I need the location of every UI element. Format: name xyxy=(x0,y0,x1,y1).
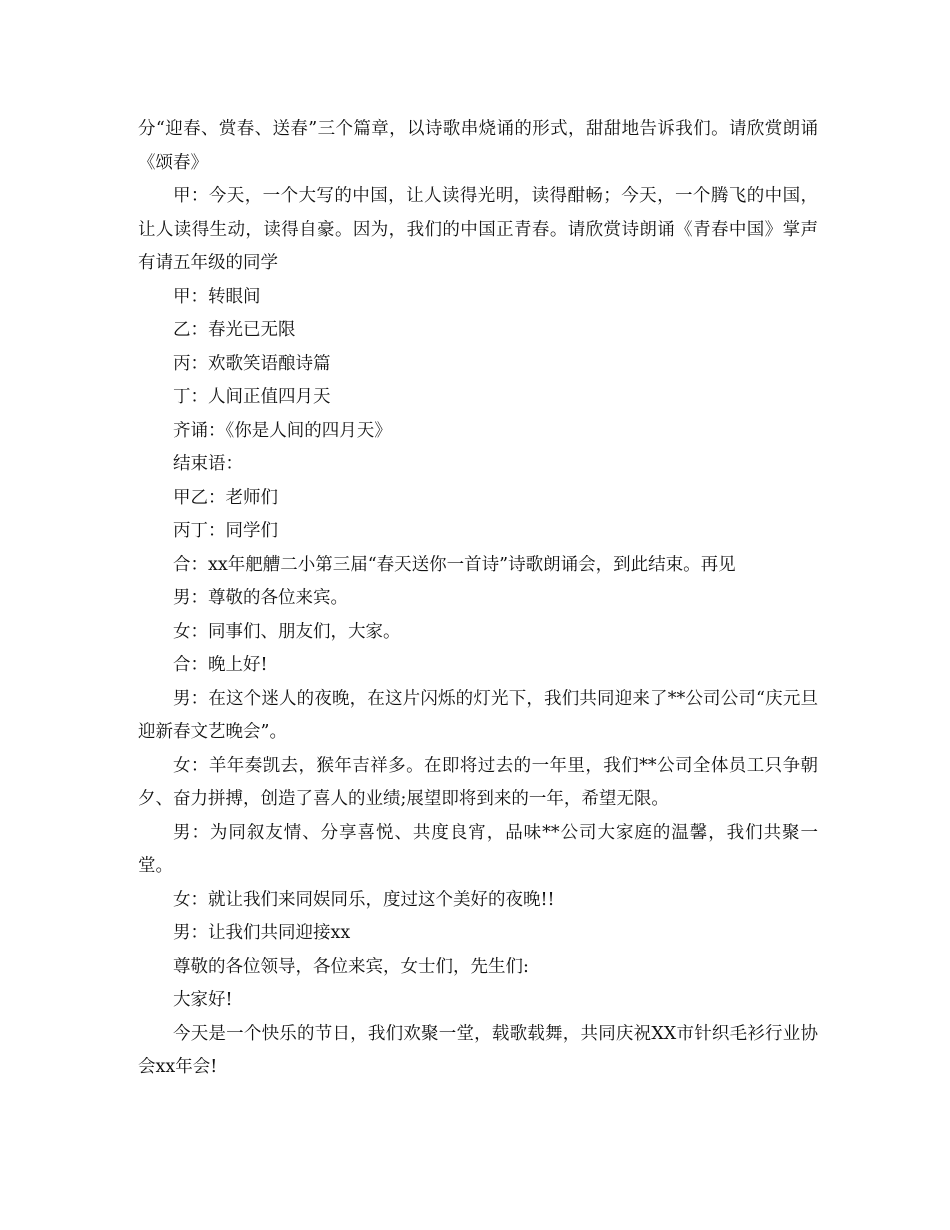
paragraph-22: 今天是一个快乐的节日，我们欢聚一堂，载歌载舞，共同庆祝XX市针织毛衫行业协会xx年会! xyxy=(138,1023,818,1077)
paragraph-3: 甲：转眼间 xyxy=(173,286,261,307)
paragraph-15: 男：在这个迷人的夜晚，在这片闪烁的灯光下，我们共同迎来了**公司公司“庆元旦迎新春文艺晚会”。 xyxy=(138,688,818,742)
paragraph-20: 尊敬的各位领导，各位来宾，女士们，先生们: xyxy=(173,956,529,977)
paragraph-5: 丙：欢歌笑语酿诗篇 xyxy=(173,353,331,374)
paragraph-21: 大家好! xyxy=(173,990,233,1010)
paragraph-2: 甲：今天，一个大写的中国，让人读得光明，读得酣畅；今天，一个腾飞的中国，让人读得生动，读得自豪。因为，我们的中国正青春。请欣赏诗朗诵《青春中国》掌声有请五年级的同学 xyxy=(138,186,818,273)
document-body xyxy=(138,113,818,1085)
paragraph-8: 结束语： xyxy=(173,454,243,474)
paragraph-16: 女：羊年奏凯去，猴年吉祥多。在即将过去的一年里，我们**公司全体员工只争朝夕、奋力拼搏，创造了喜人的业绩;展望即将到来的一年，希望无限。 xyxy=(138,755,818,809)
paragraph-4: 乙：春光已无限 xyxy=(173,320,296,340)
paragraph-14: 合：晚上好! xyxy=(173,655,268,675)
paragraph-13: 女：同事们、朋友们，大家。 xyxy=(173,621,401,642)
paragraph-17: 男：为同叙友情、分享喜悦、共度良宵，品味**公司大家庭的温馨，我们共聚一堂。 xyxy=(138,822,818,876)
paragraph-7: 齐诵：《你是人间的四月天》 xyxy=(173,420,392,441)
paragraph-6: 丁：人间正值四月天 xyxy=(173,387,331,407)
paragraph-19: 男：让我们共同迎接xx xyxy=(173,923,351,943)
paragraph-12: 男：尊敬的各位来宾。 xyxy=(173,588,348,608)
paragraph-9: 甲乙：老师们 xyxy=(173,487,278,508)
paragraph-1: 分“迎春、赏春、送春”三个篇章，以诗歌串烧诵的形式，甜甜地告诉我们。请欣赏朗诵《颂春》 xyxy=(138,119,818,173)
paragraph-11: 合：xx年舥艚二小第三届“春天送你一首诗”诗歌朗诵会，到此结束。再见 xyxy=(173,554,736,575)
paragraph-10: 丙丁：同学们 xyxy=(173,521,278,541)
paragraph-18: 女：就让我们来同娱同乐，度过这个美好的夜晚!! xyxy=(173,889,555,910)
